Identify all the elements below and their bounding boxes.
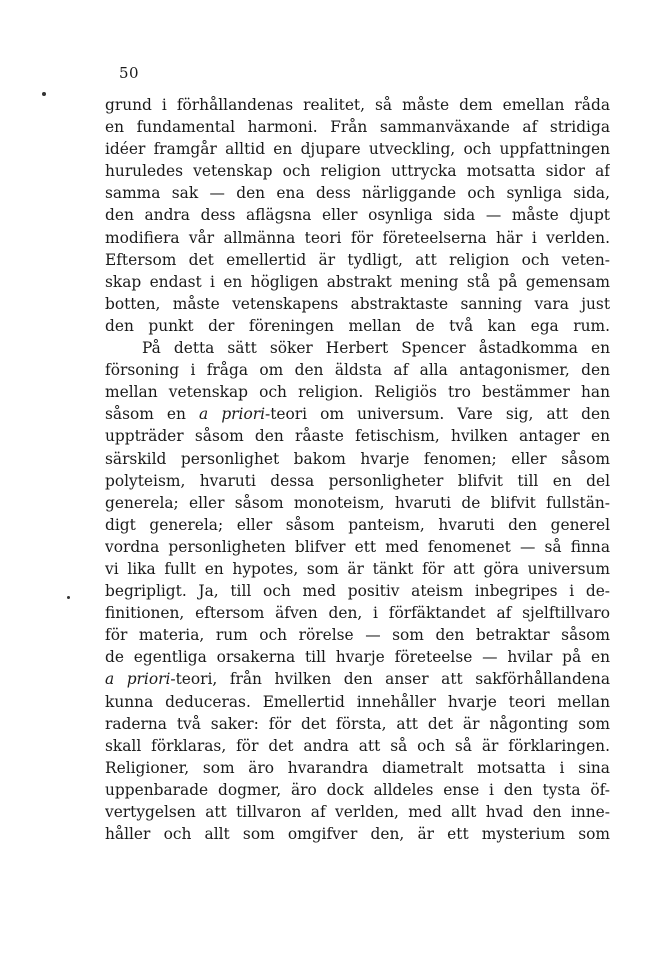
text-line: Eftersom det emellertid är tydligt, att religion och veten- (105, 250, 610, 269)
text-line: samma sak — den ena dess närliggande och synliga sida, (105, 184, 610, 203)
text-line: den andra dess aflägsna eller osynliga sida — måste djupt (105, 206, 610, 225)
text-line: digt generela; eller såsom panteism, hvaruti den generel (105, 515, 610, 534)
text-line: den punkt der föreningen mellan de två kan ega rum. (105, 316, 610, 335)
text-line: särskild personlighet bakom hvarje fenomen; eller såsom (105, 449, 610, 468)
text-line: försoning i fråga om den äldsta af alla antagonismer, den (105, 361, 610, 380)
text-line: finitionen, eftersom äfven den, i förfäktandet af sjelftillvaro (105, 604, 610, 623)
text-line: skall förklaras, för det andra att så och så är förklaringen. (105, 736, 610, 755)
text-line: generela; eller såsom monoteism, hvaruti de blifvit fullstän- (105, 493, 610, 512)
text-line: begripligt. Ja, till och med positiv ateism inbegripes i de- (105, 582, 610, 601)
text-line: a priori-teori, från hvilken den anser att sakförhållandena (105, 670, 610, 689)
text-line: håller och allt som omgifver den, är ett mysterium som (105, 825, 610, 844)
text-line: vordna personligheten blifver ett med fenomenet — så finna (105, 537, 610, 556)
text-line: raderna två saker: för det första, att det är någonting som (105, 714, 610, 733)
text-line: polyteism, hvaruti dessa personligheter blifvit till en del (105, 471, 610, 490)
text-line: uppenbarade dogmer, äro dock alldeles ense i den tysta öf- (105, 780, 610, 799)
body-text (105, 94, 610, 845)
ink-speck (67, 596, 70, 599)
text-line: för materia, rum och rörelse — som den betraktar såsom (105, 626, 610, 645)
text-line: såsom en a priori-teori om universum. Vare sig, att den (105, 405, 610, 424)
text-line: uppträder såsom den råaste fetischism, hvilken antager en (105, 427, 610, 446)
text-line: grund i förhållandenas realitet, så måste dem emellan råda (105, 96, 610, 114)
text-line: På detta sätt söker Herbert Spencer åstadkomma en (142, 339, 610, 358)
text-line: Religioner, som äro hvarandra diametralt motsatta i sina (105, 758, 610, 777)
text-line: kunna deduceras. Emellertid innehåller hvarje teori mellan (105, 692, 610, 711)
text-line: de egentliga orsakerna till hvarje företeelse — hvilar på en (105, 648, 610, 667)
ink-speck (42, 92, 46, 96)
text-line: modifiera vår allmänna teori för företeelserna här i verlden. (105, 228, 610, 247)
text-line: vertygelsen att tillvaron af verlden, med allt hvad den inne- (105, 803, 610, 821)
text-line: mellan vetenskap och religion. Religiös tro bestämmer han (105, 383, 610, 402)
text-line: idéer framgår alltid en djupare utveckling, och uppfattningen (105, 140, 610, 159)
text-line: skap endast i en högligen abstrakt mening stå på gemensam (105, 272, 610, 291)
text-line: botten, måste vetenskapens abstraktaste sanning vara just (105, 294, 610, 313)
text-line: huruledes vetenskap och religion uttrycka motsatta sidor af (105, 162, 610, 181)
text-line: vi lika fullt en hypotes, som är tänkt för att göra universum (105, 559, 610, 578)
text-line: en fundamental harmoni. Från sammanväxande af stridiga (105, 118, 610, 137)
page-number: 50 (119, 64, 140, 82)
